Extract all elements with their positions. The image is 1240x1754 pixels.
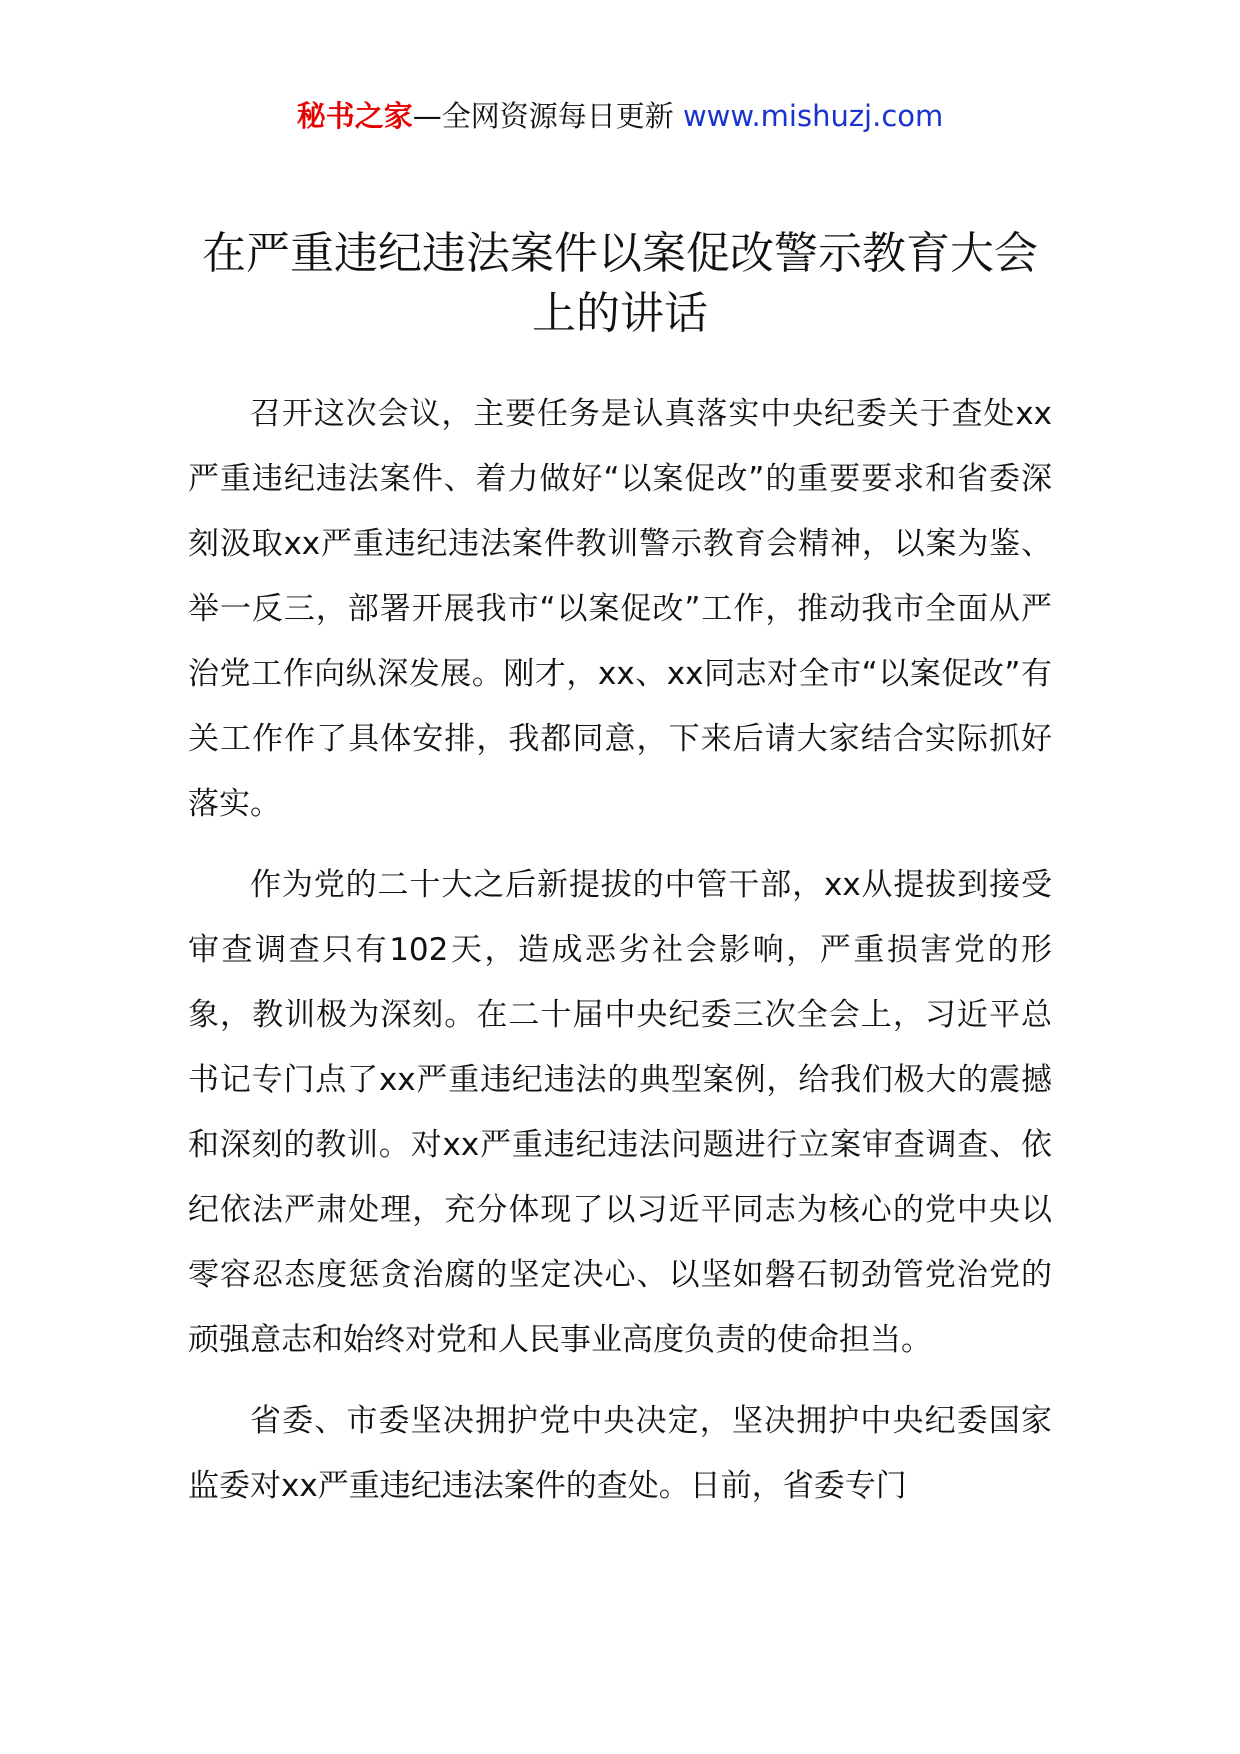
site-header	[0, 96, 1240, 136]
document-body	[188, 382, 1052, 1535]
brand-name: 秘书之家	[296, 99, 413, 133]
site-url-link[interactable]: www.mishuzj.com	[682, 99, 944, 133]
paragraph-3: 省委、市委坚决拥护党中央决定，坚决拥护中央纪委国家监委对xx严重违纪违法案件的查处。日前，省委专门	[188, 1403, 1052, 1504]
paragraph-2: 作为党的二十大之后新提拔的中管干部，xx从提拔到接受审查调查只有102天，造成恶劣社会影响，严重损害党的形象，教训极为深刻。在二十届中央纪委三次全会上，习近平总书记专门点了xx严重违纪违法的典型案例，给我们极大的震撼和深刻的教训。对xx严重违纪违法问题进行立案审查调查、依纪依法严肃处理，充分体现了以习近平同志为核心的党中央以零容忍态度惩贪治腐的坚定决心、以坚如磐石韧劲管党治党的顽强意志和始终对党和人民事业高度负责的使命担当。	[188, 867, 1052, 1358]
header-tagline: —全网资源每日更新	[412, 99, 683, 133]
paragraph-1: 召开这次会议，主要任务是认真落实中央纪委关于查处xx严重违纪违法案件、着力做好“以案促改”的重要要求和省委深刻汲取xx严重违纪违法案件教训警示教育会精神，以案为鉴、举一反三，部署开展我市“以案促改”工作，推动我市全面从严治党工作向纵深发展。刚才，xx、xx同志对全市“以案促改”有关工作作了具体安排，我都同意，下来后请大家结合实际抓好落实。	[188, 396, 1052, 822]
document-title: 在严重违纪违法案件以案促改警示教育大会上的讲话	[202, 228, 1038, 339]
